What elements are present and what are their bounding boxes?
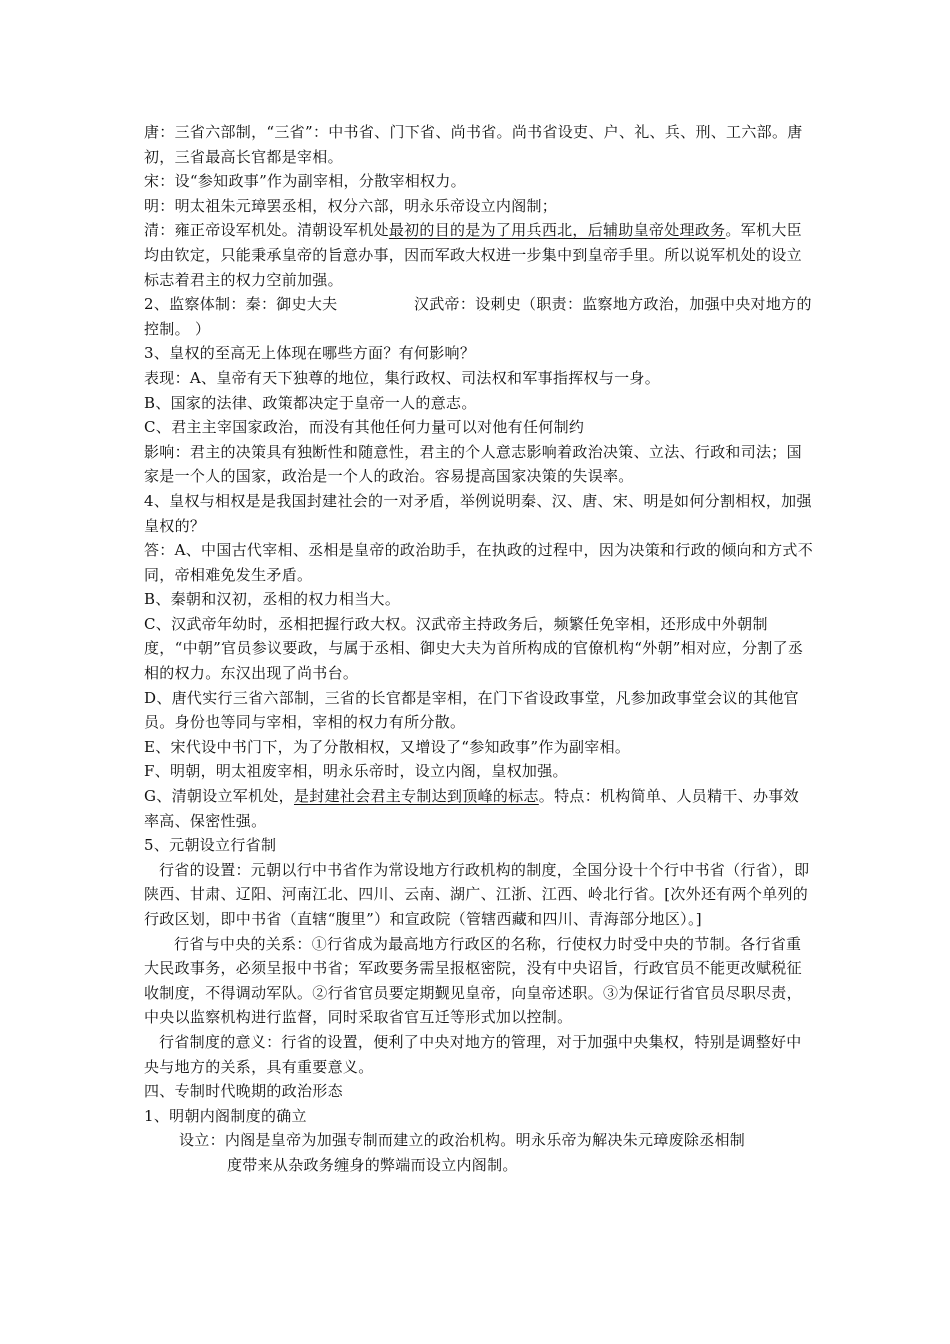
question-3-heading: 3、皇权的至高无上体现在哪些方面？有何影响？	[144, 344, 476, 363]
answer-g	[144, 784, 814, 833]
province-setup-paragraph: 行省的设置：元朝以行中书省作为常设地方行政机构的制度，全国分设十个行中书省（行省），即陕西、甘肃、辽阳、河南江北、四川、云南、湖广、江浙、江西、岭北行省。[次外还有两个单列的行政区划，即中书省（直辖“腹里”）和宣政院（管辖西藏和四川、青海部分地区）。]	[144, 860, 810, 928]
cabinet-setup-line-1: 设立：内阁是皇帝为加强专制而建立的政治机构。明永乐帝为解决朱元璋废除丞相制	[179, 1131, 746, 1150]
section-5-heading: 5、元朝设立行省制	[144, 836, 277, 855]
answer-a: 答：A、中国古代宰相、丞相是皇帝的政治助手，在执政的过程中，因为决策和行政的倾向和方式不同，帝相难免发生矛盾。	[144, 541, 814, 584]
answer-g-post: 。特点：机构简单、人员精干、办事效率高、保密性强。	[144, 787, 799, 830]
document-page	[144, 120, 814, 1178]
answer-b: B、秦朝和汉初，丞相的权力相当大。	[144, 590, 401, 609]
qing-text-post: 。军机大臣均由钦定，只能秉承皇帝的旨意办事，因而军政大权进一步集中到皇帝手里。所以说军机处的设立标志着君主的权力空前加强。	[144, 221, 802, 289]
cabinet-setup-paragraph	[144, 1128, 814, 1177]
song-paragraph: 宋：设“参知政事”作为副宰相，分散宰相权力。	[144, 172, 466, 191]
answer-c: C、汉武帝年幼时，丞相把握行政大权。汉武帝主持政务后，频繁任免宰相，还形成中外朝制度，“中朝”官员参议要政，与属于丞相、御史大夫为首所构成的官僚机构“外朝”相对应，分割了丞相的权力。东汉出现了尚书台。	[144, 614, 804, 683]
cabinet-heading: 1、明朝内阁制度的确立	[144, 1106, 307, 1125]
qing-text-pre: 清：雍正帝设军机处。清朝设军机处	[144, 221, 389, 240]
cabinet-setup-line-2: 度带来从杂政务缠身的弊端而设立内阁制。	[227, 1155, 518, 1174]
ming-paragraph: 明：明太祖朱元璋罢丞相，权分六部，明永乐帝设立内阁制；	[144, 196, 558, 215]
performance-b: B、国家的法律、政策都决定于皇帝一人的意志。	[144, 393, 477, 412]
answer-g-underlined-text: 是封建社会君主专制达到顶峰的标志	[293, 787, 539, 806]
province-central-relation-paragraph: 行省与中央的关系：①行省成为最高地方行政区的名称，行使权力时受中央的节制。各行省重大民政事务，必须呈报中书省；军政要务需呈报枢密院，没有中央诏旨，行政官员不能更改赋税征收制度，不得调动军队。②行省官员要定期觐见皇帝，向皇帝述职。③为保证行省官员尽职尽责，中央以监察机构进行监督，同时采取省官互迁等形式加以控制。	[144, 934, 802, 1027]
supervision-paragraph: 2、监察体制：秦：御史大夫 汉武帝：设刺史（职责：监察地方政治，加强中央对地方的控制。 ）	[144, 295, 812, 338]
influence-paragraph: 影响：君主的决策具有独断性和随意性，君主的个人意志影响着政治决策、立法、行政和司法；国家是一个人的国家，政治是一个人的政治。容易提高国家决策的失误率。	[144, 442, 802, 486]
qing-paragraph	[144, 218, 814, 292]
answer-f: F、明朝，明太祖废宰相，明永乐帝时，设立内阁，皇权加强。	[144, 762, 568, 781]
question-4-heading: 4、皇权与相权是是我国封建社会的一对矛盾，举例说明秦、汉、唐、宋、明是如何分割相权，加强皇权的？	[144, 491, 812, 535]
section-4-heading: 四、专制时代晚期的政治形态	[144, 1082, 343, 1101]
province-significance-paragraph: 行省制度的意义：行省的设置，便利了中央对地方的管理，对于加强中央集权，特别是调整好中央与地方的关系，具有重要意义。	[144, 1032, 802, 1076]
answer-e: E、宋代设中书门下，为了分散相权，又增设了“参知政事”作为副宰相。	[144, 737, 631, 756]
performance-c: C、君主主宰国家政治，而没有其他任何力量可以对他有任何制约	[144, 418, 585, 437]
tang-paragraph: 唐：三省六部制，“三省”：中书省、门下省、尚书省。尚书省设吏、户、礼、兵、刑、工六部。唐初，三省最高长官都是宰相。	[144, 123, 803, 166]
answer-g-pre: G、清朝设立军机处，	[144, 787, 294, 806]
performance-a: 表现：A、皇帝有天下独尊的地位，集行政权、司法权和军事指挥权与一身。	[144, 368, 661, 387]
answer-d: D、唐代实行三省六部制，三省的长官都是宰相，在门下省设政事堂，凡参加政事堂会议的其他官员。身份也等同与宰相，宰相的权力有所分散。	[144, 688, 799, 732]
qing-underlined-text: 最初的目的是为了用兵西北，后辅助皇帝处理政务	[388, 221, 726, 240]
